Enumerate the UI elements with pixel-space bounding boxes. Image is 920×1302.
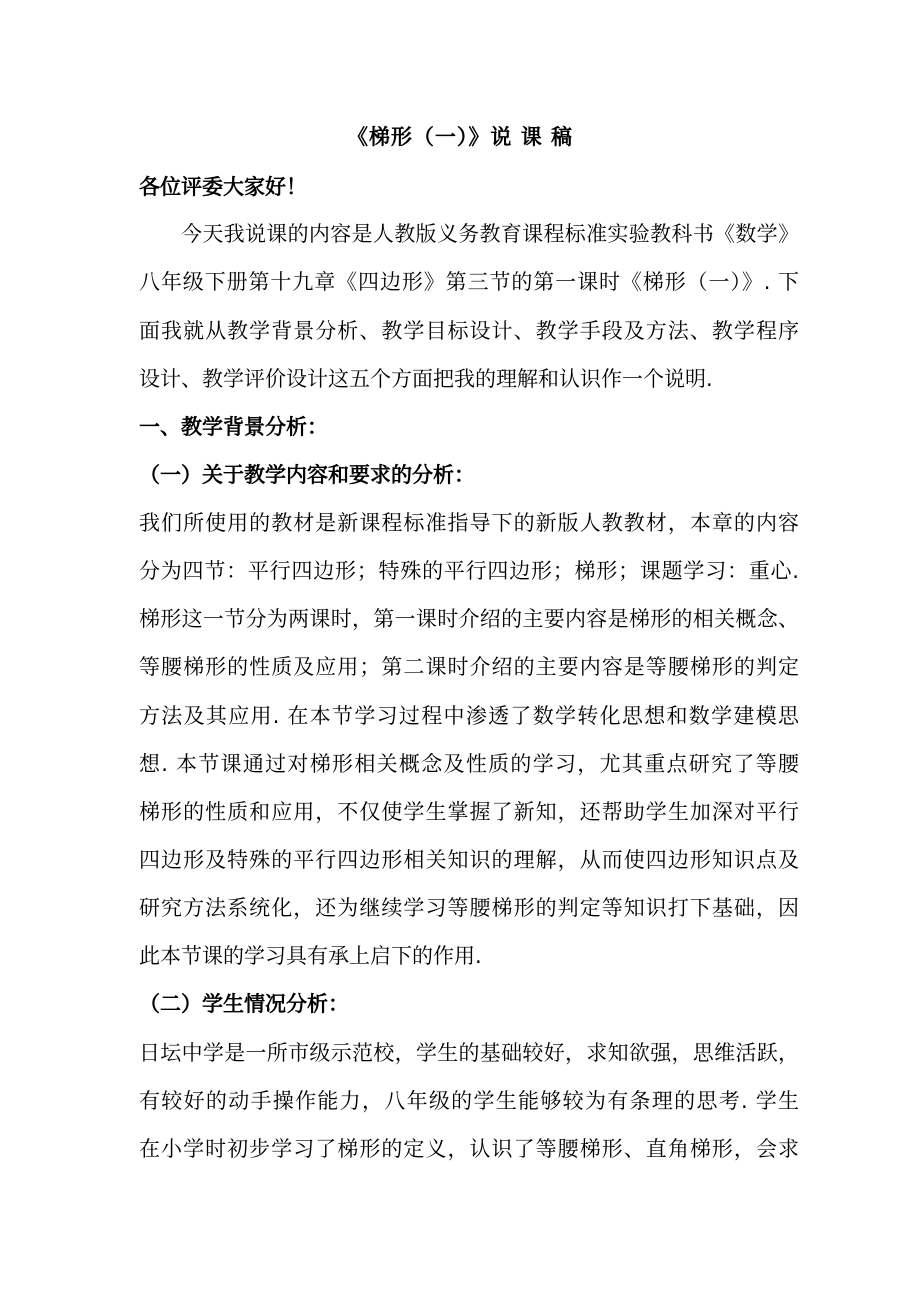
body-line: 研究方法系统化，还为继续学习等腰梯形的判定等知识打下基础，因	[139, 896, 799, 920]
body-line: 日坛中学是一所市级示范校，学生的基础较好，求知欲强，思维活跃，	[139, 1041, 799, 1065]
intro-line: 设计、教学评价设计这五个方面把我的理解和认识作一个说明.	[139, 367, 713, 391]
body-line: 在小学时初步学习了梯形的定义，认识了等腰梯形、直角梯形，会求	[139, 1137, 799, 1161]
body-line: 四边形及特殊的平行四边形相关知识的理解，从而使四边形知识点及	[139, 848, 799, 872]
section-heading: 一、教学背景分析：	[139, 415, 328, 439]
body-line: 分为四节：平行四边形；特殊的平行四边形；梯形；课题学习：重心.	[139, 559, 799, 583]
document-title: 《梯形（一）》说 课 稿	[346, 125, 574, 149]
body-line: 等腰梯形的性质及应用；第二课时介绍的主要内容是等腰梯形的判定	[139, 655, 799, 679]
subsection-heading: （一）关于教学内容和要求的分析：	[139, 463, 475, 487]
body-line: 梯形的性质和应用，不仅使学生掌握了新知，还帮助学生加深对平行	[139, 800, 799, 824]
greeting: 各位评委大家好！	[139, 175, 307, 199]
body-line: 方法及其应用. 在本节学习过程中渗透了数学转化思想和数学建模思	[139, 704, 799, 728]
body-line: 梯形这一节分为两课时，第一课时介绍的主要内容是梯形的相关概念、	[139, 607, 799, 631]
body-line: 有较好的动手操作能力，八年级的学生能够较为有条理的思考. 学生	[139, 1089, 799, 1113]
subsection-heading: （二）学生情况分析：	[139, 992, 349, 1016]
intro-line: 面我就从教学背景分析、教学目标设计、教学手段及方法、教学程序	[139, 319, 799, 343]
body-line: 想. 本节课通过对梯形相关概念及性质的学习，尤其重点研究了等腰	[139, 752, 799, 776]
intro-line: 八年级下册第十九章《四边形》第三节的第一课时《梯形（一）》. 下	[139, 270, 799, 294]
body-line: 此本节课的学习具有承上启下的作用.	[139, 944, 482, 968]
body-line: 我们所使用的教材是新课程标准指导下的新版人教教材，本章的内容	[139, 511, 799, 535]
intro-line: 今天我说课的内容是人教版义务教育课程标准实验教科书《数学》	[181, 222, 799, 246]
